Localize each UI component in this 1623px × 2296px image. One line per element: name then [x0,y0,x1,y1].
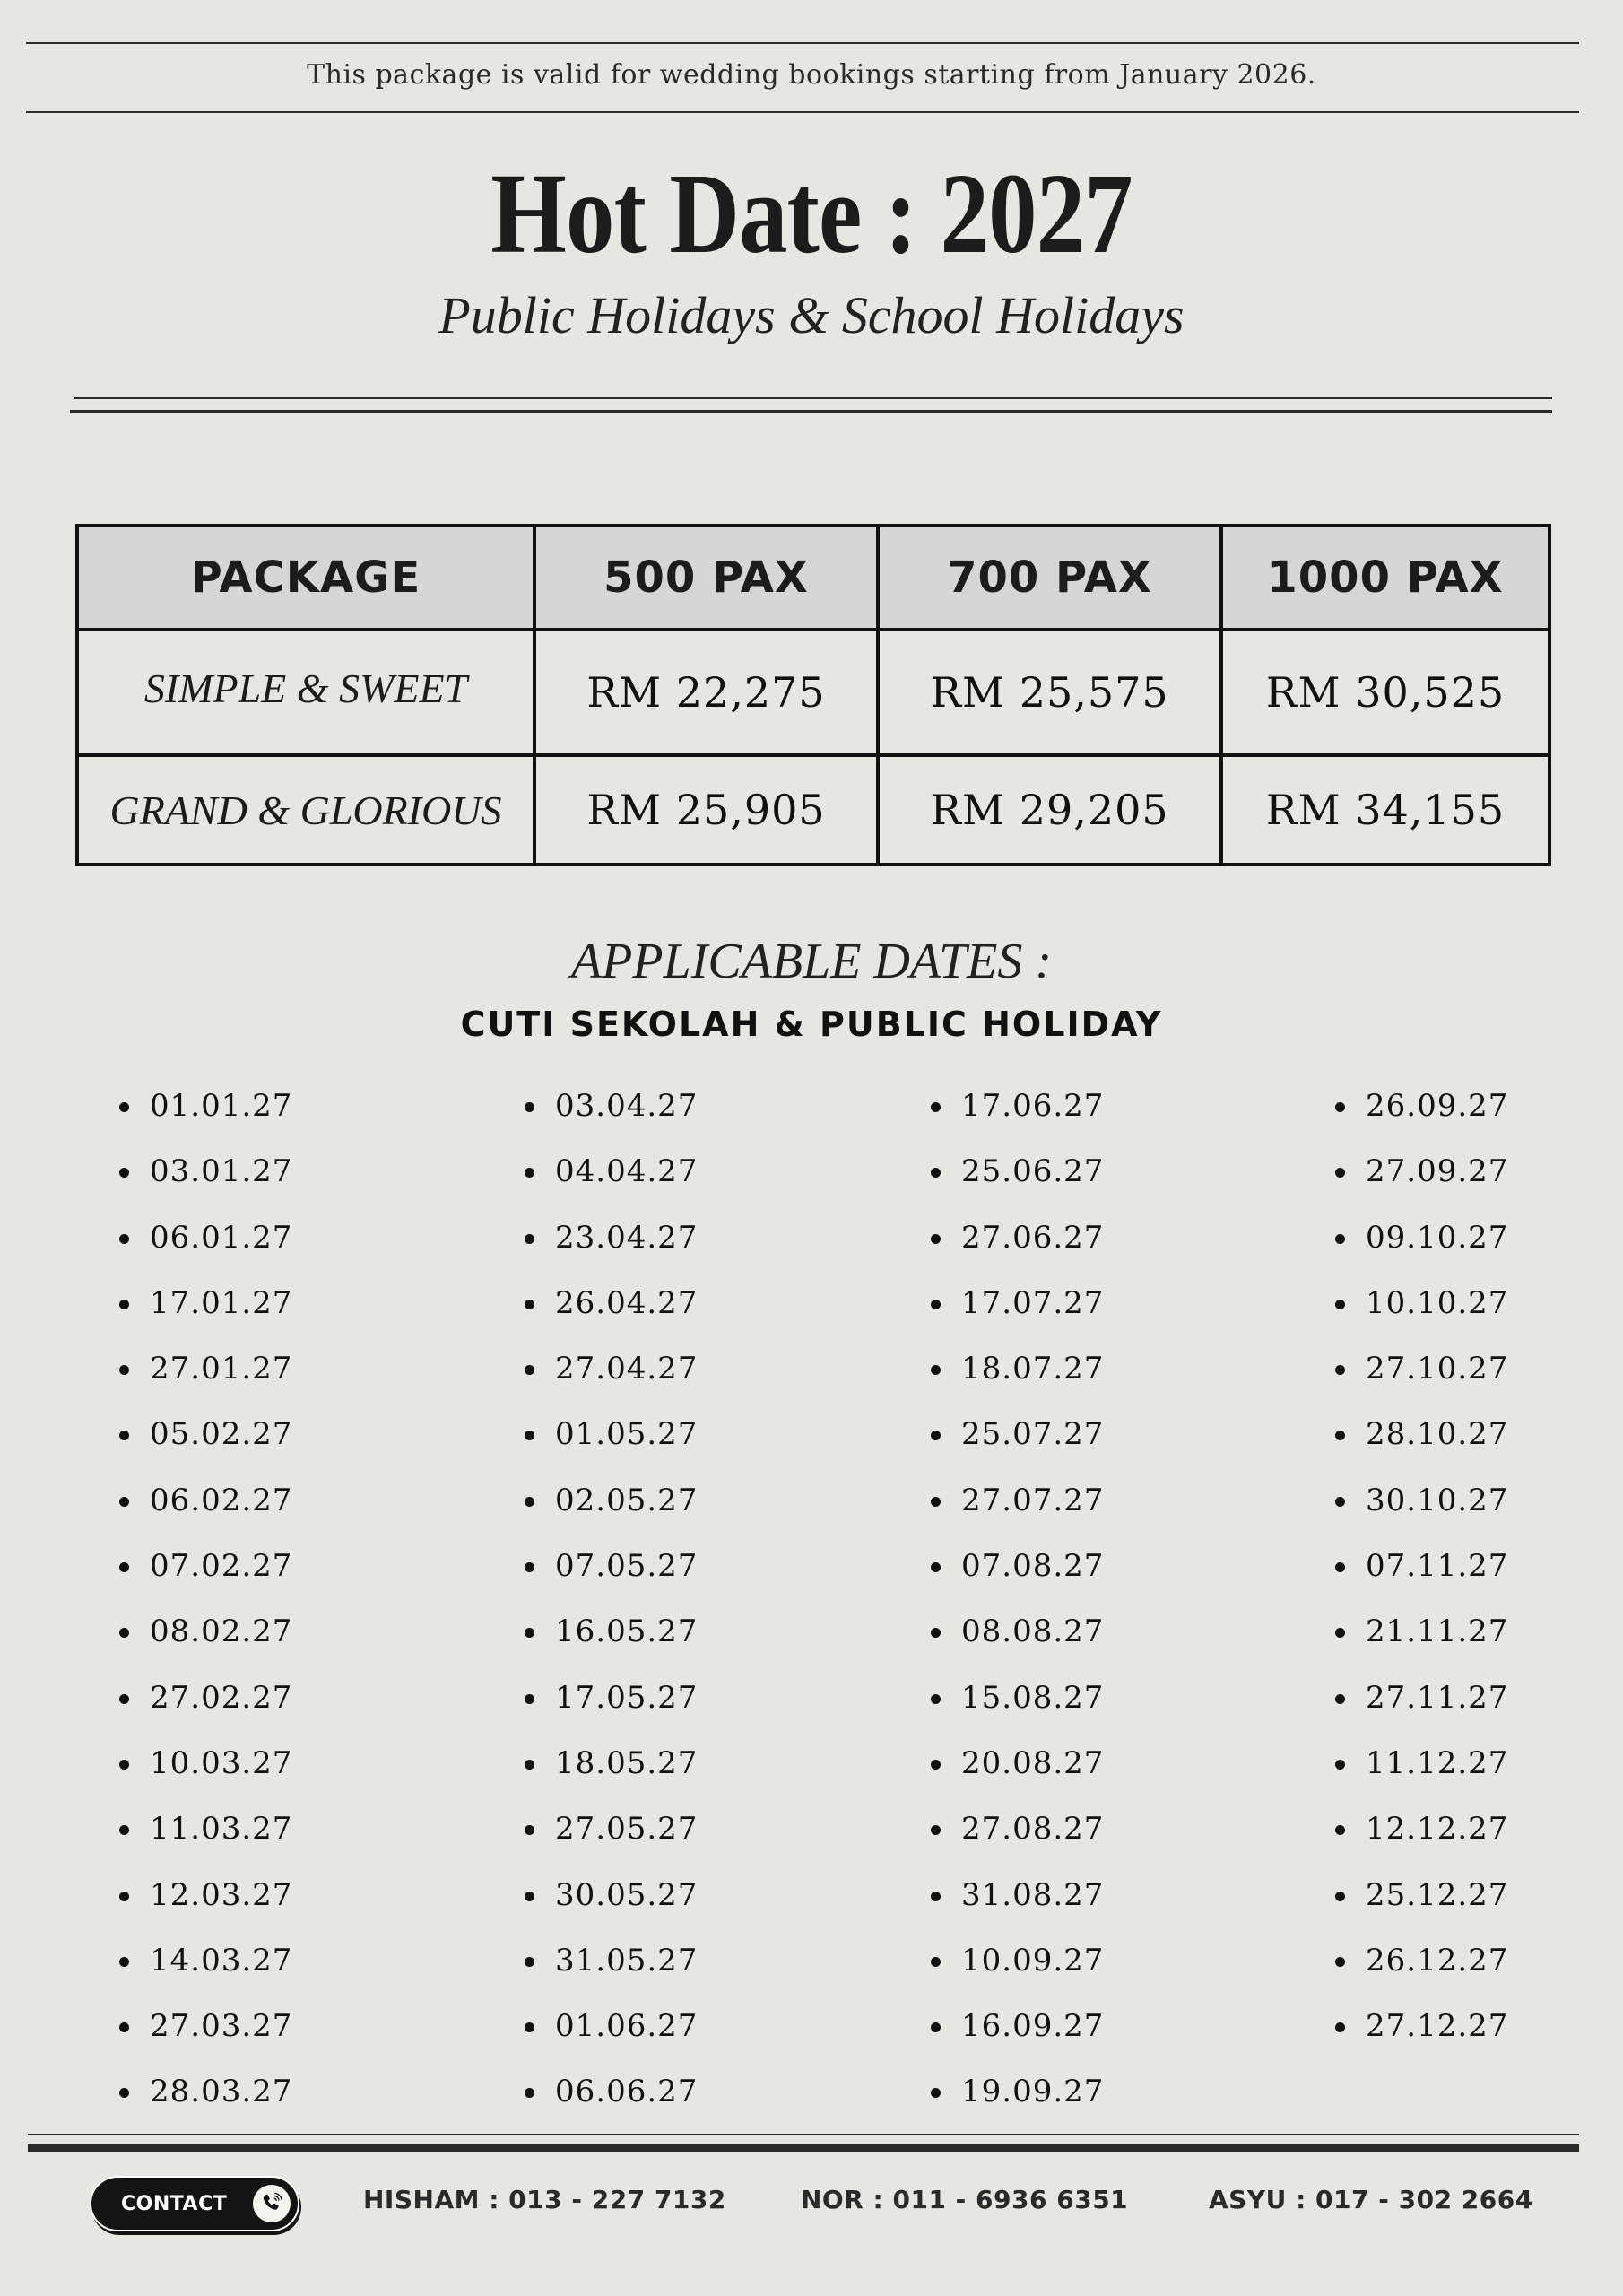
applicable-dates-title: APPLICABLE DATES : [570,934,1053,989]
pricing-table [75,524,1551,866]
contact-button[interactable] [90,2176,299,2231]
date-item: 11.12.27 [1335,1741,1508,1806]
price-1000-pax: RM 30,525 [1221,630,1549,755]
contact-hisham: HISHAM : 013 - 227 7132 [363,2185,726,2214]
date-item: 12.12.27 [1335,1806,1508,1872]
applicable-dates-subtitle: CUTI SEKOLAH & PUBLIC HOLIDAY [460,1004,1163,1044]
date-item: 07.02.27 [119,1544,292,1609]
date-item: 27.06.27 [931,1215,1104,1281]
date-item: 12.03.27 [119,1873,292,1938]
date-item: 30.05.27 [525,1873,698,1938]
date-item: 23.04.27 [525,1215,698,1281]
phone-icon-glyph [259,2191,284,2216]
date-item: 28.03.27 [119,2069,292,2135]
contact-asyu: ASYU : 017 - 302 2664 [1209,2185,1533,2214]
date-item: 09.10.27 [1335,1215,1508,1281]
date-item: 17.07.27 [931,1281,1104,1346]
contact-nor: NOR : 011 - 6936 6351 [801,2185,1129,2214]
date-item: 07.08.27 [931,1544,1104,1609]
top-rule-lower [26,111,1579,113]
date-item: 17.06.27 [931,1083,1104,1149]
footer-rule-thick [28,2144,1579,2152]
title-rule-thick [70,410,1552,413]
date-item: 11.03.27 [119,1806,292,1872]
date-item: 21.11.27 [1335,1609,1508,1674]
date-item: 07.11.27 [1335,1544,1508,1609]
date-item: 03.04.27 [525,1083,698,1149]
date-item: 19.09.27 [931,2069,1104,2135]
date-item: 17.01.27 [119,1281,292,1346]
price-500-pax: RM 22,275 [534,630,878,755]
footer-rule-thin [28,2134,1579,2135]
date-item: 27.04.27 [525,1346,698,1412]
date-item: 27.03.27 [119,2004,292,2069]
date-item: 25.06.27 [931,1149,1104,1214]
dates-column-3 [931,1083,1104,2135]
date-item: 02.05.27 [525,1478,698,1544]
date-item: 14.03.27 [119,1938,292,2004]
date-item: 08.08.27 [931,1609,1104,1674]
pricing-header-row [77,526,1549,630]
header-500-pax: 500 PAX [534,526,878,630]
date-item: 06.02.27 [119,1478,292,1544]
header-700-pax: 700 PAX [878,526,1221,630]
contact-button-label: CONTACT [121,2192,228,2215]
date-item: 07.05.27 [525,1544,698,1609]
date-item: 28.10.27 [1335,1412,1508,1477]
date-item: 01.06.27 [525,2004,698,2069]
price-700-pax: RM 25,575 [878,630,1221,755]
pricing-row-grand-glorious [77,755,1549,865]
date-item: 30.10.27 [1335,1478,1508,1544]
top-rule-upper [26,42,1579,44]
date-item: 10.03.27 [119,1741,292,1806]
date-item: 27.09.27 [1335,1149,1508,1214]
dates-column-4 [1335,1083,1508,2069]
date-item: 27.01.27 [119,1346,292,1412]
date-item: 03.01.27 [119,1149,292,1214]
date-item: 26.09.27 [1335,1083,1508,1149]
phone-icon [253,2185,291,2222]
pricing-row-simple-sweet [77,630,1549,755]
date-item: 18.05.27 [525,1741,698,1806]
title-rule-thin [74,397,1552,399]
date-item: 18.07.27 [931,1346,1104,1412]
date-item: 04.04.27 [525,1149,698,1214]
date-item: 17.05.27 [525,1675,698,1741]
date-item: 27.07.27 [931,1478,1104,1544]
date-item: 27.12.27 [1335,2004,1508,2069]
date-item: 25.12.27 [1335,1873,1508,1938]
date-item: 27.10.27 [1335,1346,1508,1412]
date-item: 31.05.27 [525,1938,698,2004]
date-item: 15.08.27 [931,1675,1104,1741]
date-item: 27.05.27 [525,1806,698,1872]
validity-notice: This package is valid for wedding bookings starting from January 2026. [307,59,1316,91]
price-1000-pax: RM 34,155 [1221,755,1549,865]
header-package: PACKAGE [77,526,534,630]
date-item: 27.08.27 [931,1806,1104,1872]
date-item: 26.04.27 [525,1281,698,1346]
date-item: 16.05.27 [525,1609,698,1674]
date-item: 31.08.27 [931,1873,1104,1938]
date-item: 20.08.27 [931,1741,1104,1806]
price-500-pax: RM 25,905 [534,755,878,865]
date-item: 01.01.27 [119,1083,292,1149]
date-item: 25.07.27 [931,1412,1104,1477]
date-item: 27.02.27 [119,1675,292,1741]
date-item: 06.01.27 [119,1215,292,1281]
date-item: 26.12.27 [1335,1938,1508,2004]
dates-column-1 [119,1083,292,2135]
date-item: 27.11.27 [1335,1675,1508,1741]
date-item: 10.09.27 [931,1938,1104,2004]
page-title: Hot Date : 2027 [490,150,1133,277]
date-item: 01.05.27 [525,1412,698,1477]
page-subtitle: Public Holidays & School Holidays [438,286,1185,344]
date-item: 05.02.27 [119,1412,292,1477]
price-700-pax: RM 29,205 [878,755,1221,865]
date-item: 08.02.27 [119,1609,292,1674]
package-name: GRAND & GLORIOUS [77,755,534,865]
date-item: 16.09.27 [931,2004,1104,2069]
date-item: 10.10.27 [1335,1281,1508,1346]
header-1000-pax: 1000 PAX [1221,526,1549,630]
dates-column-2 [525,1083,698,2135]
package-name: SIMPLE & SWEET [77,630,534,755]
date-item: 06.06.27 [525,2069,698,2135]
